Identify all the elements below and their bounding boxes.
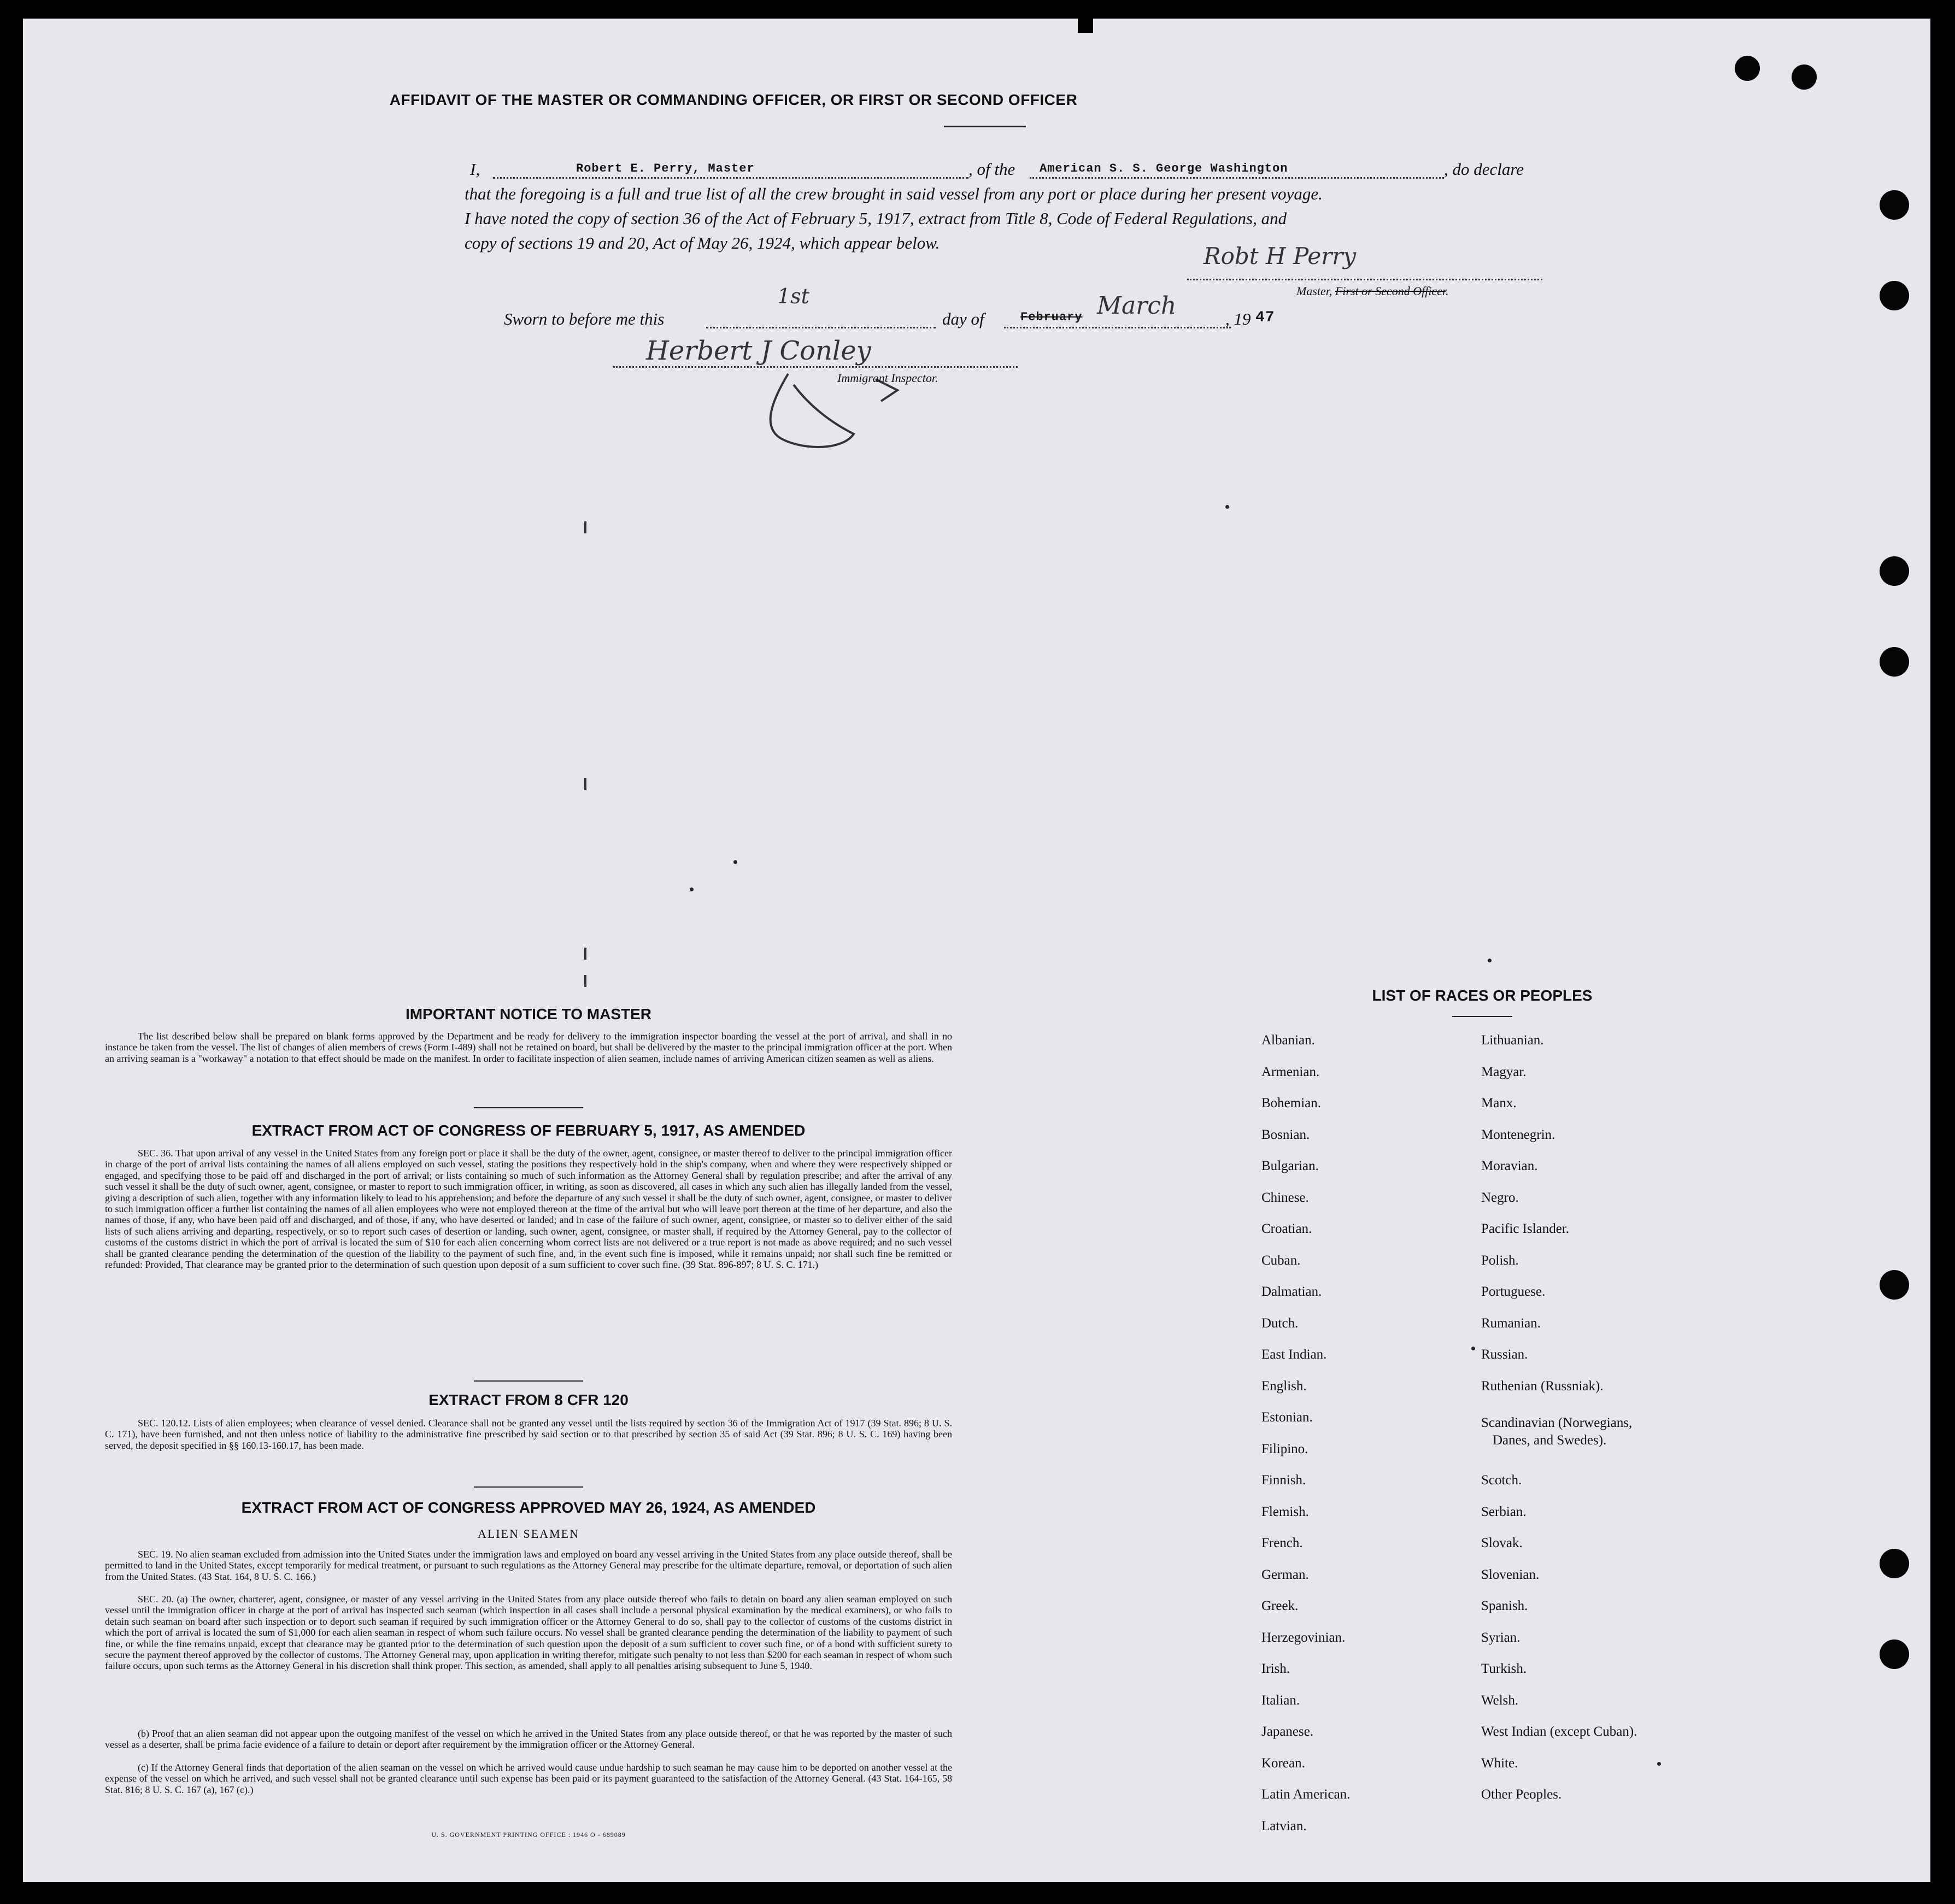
document-page [23,19,1930,1882]
race-item: Filipino. [1261,1441,1308,1456]
inspector-signature: Herbert J Conley [646,336,871,366]
race-item: East Indian. [1261,1347,1327,1362]
race-item: Bosnian. [1261,1127,1310,1142]
margin-tick [584,975,586,987]
speck [690,888,694,891]
race-item: Turkish. [1481,1661,1527,1676]
race-item: Dalmatian. [1261,1284,1322,1299]
punch-hole [1880,1639,1909,1669]
punch-hole [1880,1549,1909,1578]
punch-hole [1880,556,1909,586]
sworn-year: 47 [1255,309,1275,326]
race-item: Finnish. [1261,1473,1306,1488]
race-item: Bohemian. [1261,1096,1322,1110]
extract-1917-title: EXTRACT FROM ACT OF CONGRESS OF FEBRUARY 5, 1917, AS AMENDED [251,1122,806,1139]
inspector-caption: Immigrant Inspector. [837,371,938,385]
margin-tick [584,521,586,533]
title-rule [944,126,1026,127]
race-item: Magyar. [1481,1064,1527,1079]
race-item: Spanish. [1481,1599,1528,1613]
race-item: Albanian. [1261,1033,1315,1048]
race-item: Danes, and Swedes). [1493,1433,1607,1448]
race-item: French. [1261,1536,1303,1550]
sworn-month-struck: February [1020,310,1083,324]
master-caption-end: . [1446,284,1449,298]
punch-hole [1792,64,1817,90]
master-caption-struck: First or Second Officer [1335,284,1446,298]
race-item: Estonian. [1261,1410,1313,1425]
affidavit-line3: I have noted the copy of section 36 of the Act of February 5, 1917, extract from Title 8, Code of Federal Regulations, and [465,209,1287,228]
affidavit-line1-post: , do declare [1444,160,1524,179]
race-item: Syrian. [1481,1630,1520,1645]
race-item: German. [1261,1567,1309,1582]
race-item: Armenian. [1261,1064,1320,1079]
speck [1225,505,1229,509]
vessel-dotline [1030,177,1444,179]
races-title: LIST OF RACES OR PEOPLES [1372,987,1593,1004]
extract-1917-text: SEC. 36. That upon arrival of any vessel in the United States from any foreign port or place it shall be the duty of the owner, agent, consignee, or master thereof to deliver to the principal immigration officer in charge of the port of arrival lists containing the names of all aliens employed on such vessel, stating the positions they respectively hold in the ship's company, when and where they were respectively shipped or engaged, and specifying those to be paid off and discharged in the port of arrival; or lists containing so much of such information as the Attorney General shall by regulation prescribe; and after the arrival of any such vessel it shall be the duty of such owner, agent, consignee, or master to report to such immigration officer, in writing, as soon as discovered, all cases in which any such alien has illegally landed from the vessel, giving a description of such alien, together with any information likely to lead to his apprehension; and before the departure of any such vessel it shall be the duty of such owner, agent, consignee, or master to deliver to such immigration officer a further list containing the names of all alien employees who were not employed thereon at the time of the arrival but who will leave port thereon at the time of her departure, and also the names of those, if any, who have been paid off and discharged, and of those, if any, who have deserted or landed; and in case of the failure of such owner, agent, consignee, or master so to deliver either of the said lists of such aliens arriving and departing, respectively, or so to report such cases of desertion or landing, such owner, agent, consignee, or master shall, if required by the Attorney General, pay to the collector of customs of the customs district in which the port of arrival is located the sum of $10 for each alien concerning whom correct lists are not delivered or a true report is not made as above required; and no such vessel shall be granted clearance pending the determination of the question of the liability to the payment of such fine, and, in the event such fine is imposed, while it remains unpaid; nor shall such fine be remitted or refunded: Provided, That clearance may be granted prior to the determination of such question upon deposit of a sum sufficient to cover such fine. (39 Stat. 896-897; 8 U. S. C. 171.) [105,1148,952,1271]
affidavit-line1-pre: I, [470,160,480,179]
margin-tick [584,948,586,960]
race-item: Italian. [1261,1693,1300,1708]
sworn-day: 1st [777,284,809,308]
race-item: Manx. [1481,1096,1517,1110]
extract-1924-sec20b: (b) Proof that an alien seaman did not appear upon the outgoing manifest of the vessel on which he arrived in the United States from any place outside thereof, or that he was reported by the master of such vessel as a deserter, shall be prima facie evidence of a failure to detain or deport after requirement by the immigration officer or the Attorney General. [105,1728,952,1750]
race-item: Polish. [1481,1253,1519,1268]
vessel-name: American S. S. George Washington [1040,162,1288,175]
affidavit-line1-mid: , of the [968,160,1015,179]
margin-tick [584,778,586,790]
race-item: Latvian. [1261,1818,1307,1834]
race-item: Montenegrin. [1481,1127,1555,1142]
race-item: Greek. [1261,1599,1299,1613]
race-item: Slovak. [1481,1536,1523,1550]
master-signature-line [1187,279,1542,280]
divider [474,1380,583,1382]
race-item: Scotch. [1481,1473,1522,1488]
sworn-month: March [1097,292,1177,320]
race-item: Dutch. [1261,1315,1299,1331]
affidavit-line4: copy of sections 19 and 20, Act of May 26, 1924, which appear below. [465,233,940,252]
race-item: Other Peoples. [1481,1787,1562,1802]
printing-office-imprint: U. S. GOVERNMENT PRINTING OFFICE : 1946 O - 689089 [431,1831,626,1838]
extract-1924-sec19: SEC. 19. No alien seaman excluded from admission into the United States under the immigration laws and employed on board any vessel arriving in the United States from any place outside thereof, shall be permitted to land in the United States, except temporarily for medical treatment, or pursuant to such regulations as the Attorney General may prescribe for the ultimate departure, removal, or deportation of such alien from the United States. (43 Stat. 164, 8 U. S. C. 166.) [105,1549,952,1582]
notice-title: IMPORTANT NOTICE TO MASTER [405,1006,652,1022]
punch-hole [1880,281,1909,310]
race-item: Herzegovinian. [1261,1630,1346,1645]
extract-cfr-title: EXTRACT FROM 8 CFR 120 [428,1391,629,1408]
affidavit-title: AFFIDAVIT OF THE MASTER OR COMMANDING OFFICER, OR FIRST OR SECOND OFFICER [389,91,1078,108]
race-item: West Indian (except Cuban). [1481,1724,1637,1739]
extract-1924-title: EXTRACT FROM ACT OF CONGRESS APPROVED MAY 26, 1924, AS AMENDED [241,1499,816,1516]
race-item: Slovenian. [1481,1567,1540,1582]
extract-cfr-text: SEC. 120.12. Lists of alien employees; when clearance of vessel denied. Clearance shall not be granted any vessel until the lists required by section 36 of the Immigration Act of 1917 (39 Stat. 896; 8 U. S. C. 171), have been furnished, and not then unless notice of liability to the administrative fine prescribed by said section or to that prescribed by section 35 of said Act (39 Stat. 896; 8 U. S. C. 169) having been served, the deposit specified in §§ 160.13-160.17, has been made. [105,1418,952,1451]
punch-hole [1880,647,1909,677]
race-item: Flemish. [1261,1504,1309,1519]
punch-hole [1880,190,1909,220]
master-caption-start: Master, [1296,284,1335,298]
punch-hole [1880,1270,1909,1300]
race-item: Bulgarian. [1261,1159,1319,1173]
divider [474,1486,583,1488]
inspector-signature-line [613,366,1018,368]
speck [1488,959,1492,962]
race-item: Cuban. [1261,1253,1301,1268]
affidavit-line2: that the foregoing is a full and true list of all the crew brought in said vessel from any port or place during her present voyage. [465,184,1323,203]
race-item: White. [1481,1755,1518,1771]
race-item: Lithuanian. [1481,1033,1544,1048]
race-item: Ruthenian (Russniak). [1481,1378,1604,1394]
race-item: Moravian. [1481,1159,1538,1173]
race-item: Russian. [1481,1347,1528,1362]
master-name: Robert E. Perry, Master [576,162,755,175]
sworn-mid: day of [942,309,984,328]
punch-hole [1735,56,1760,81]
race-item: Negro. [1481,1190,1519,1205]
divider [474,1107,583,1108]
race-item: Scandinavian (Norwegians, [1481,1415,1633,1430]
race-item: Latin American. [1261,1787,1351,1802]
sworn-pre: Sworn to before me this [504,309,665,328]
month-dotline [1004,327,1231,328]
race-item: Serbian. [1481,1504,1527,1519]
extract-1924-subtitle: ALIEN SEAMEN [478,1527,579,1541]
race-item: English. [1261,1378,1307,1394]
races-title-rule [1452,1016,1512,1017]
speck [1657,1762,1661,1766]
name-dotline [493,177,968,179]
race-item: Chinese. [1261,1190,1309,1205]
sworn-year-pre: , 19 [1225,309,1251,328]
race-item: Rumanian. [1481,1315,1541,1331]
day-dotline [706,327,936,328]
speck [1471,1347,1475,1350]
master-caption [1296,284,1449,298]
extract-1924-sec20a: SEC. 20. (a) The owner, charterer, agent, consignee, or master of any vessel arriving in the United States from any place outside thereof who fails to detain on board any alien seaman employed on such vessel until the immigration officer in charge at the port of arrival has inspected such seaman (which inspection in all cases shall include a personal physical examination by the medical examiners), or who fails to detain such seaman on board after such inspection or to deport such seaman if required by such immigration officer or the Attorney General to do so, shall pay to the collector of customs of the customs district in which the port of arrival is located the sum of $1,000 for each alien seaman in respect of whom such failure occurs. No vessel shall be granted clearance pending the determination of the liability to payment of such fine, or while the fine remains unpaid, except that clearance may be granted prior to the determination of such question upon the deposit of a sum sufficient to cover such fine, or of a bond with sufficient surety to secure the payment thereof approved by the collector of customs. The Attorney General may, upon application in writing therefor, mitigate such penalty to not less than $200 for each seaman in respect of whom such failure occurs, upon such terms as the Attorney General in his discretion shall think proper. This section, as amended, shall apply to all penalties arising subsequent to June 5, 1940. [105,1594,952,1672]
race-item: Croatian. [1261,1221,1312,1236]
notice-text: The list described below shall be prepared on blank forms approved by the Department and be ready for delivery to the immigration inspector boarding the vessel at the port of arrival, and shall in no instance be taken from the vessel. The list of changes of alien members of crews (Form I-489) shall not be retained on board, but shall be delivered by the master to the principal immigration officer at the port. When an arriving seaman is a "workaway" a notation to that effect should be made on the manifest. In order to facilitate inspection of alien seamen, include names of arriving American citizen seamen as well as aliens. [105,1031,952,1064]
race-item: Portuguese. [1481,1284,1546,1299]
top-notch [1078,19,1093,33]
race-item: Japanese. [1261,1724,1314,1739]
race-item: Irish. [1261,1661,1290,1676]
race-item: Welsh. [1481,1693,1519,1708]
speck [733,860,737,864]
extract-1924-sec20c: (c) If the Attorney General finds that deportation of the alien seaman on the vessel on which he arrived would cause undue hardship to such seaman he may cause him to be deported on another vessel at the expense of the vessel on which he arrived, and such vessel shall not be granted clearance until such expense has been paid or its payment guaranteed to the satisfaction of the Attorney General. (43 Stat. 164-165, 58 Stat. 816; 8 U. S. C. 167 (a), 167 (c).) [105,1762,952,1795]
race-item: Korean. [1261,1755,1305,1771]
master-signature: Robt H Perry [1203,243,1357,269]
race-item: Pacific Islander. [1481,1221,1570,1236]
